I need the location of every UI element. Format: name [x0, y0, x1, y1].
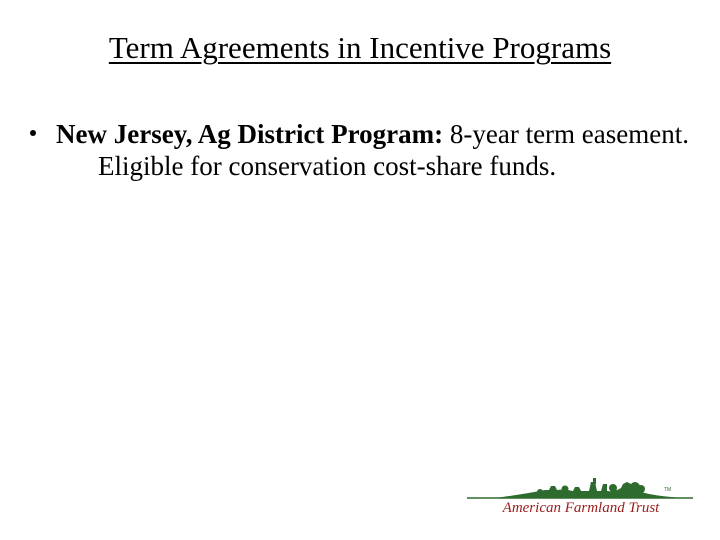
slide-title: Term Agreements in Incentive Programs	[108, 30, 612, 65]
bullet-list	[30, 118, 690, 183]
program-name: New Jersey, Ag District Program:	[56, 119, 444, 149]
bullet-dot	[30, 130, 36, 136]
program-description: 8-year term easement. Eligible for conservation cost-share funds.	[98, 119, 689, 182]
american-farmland-trust-logo	[465, 470, 697, 522]
trademark-mark: TM	[664, 487, 672, 493]
farm-landscape-icon	[465, 470, 697, 502]
bullet-item	[30, 118, 690, 183]
logo-text: American Farmland Trust	[502, 500, 660, 516]
